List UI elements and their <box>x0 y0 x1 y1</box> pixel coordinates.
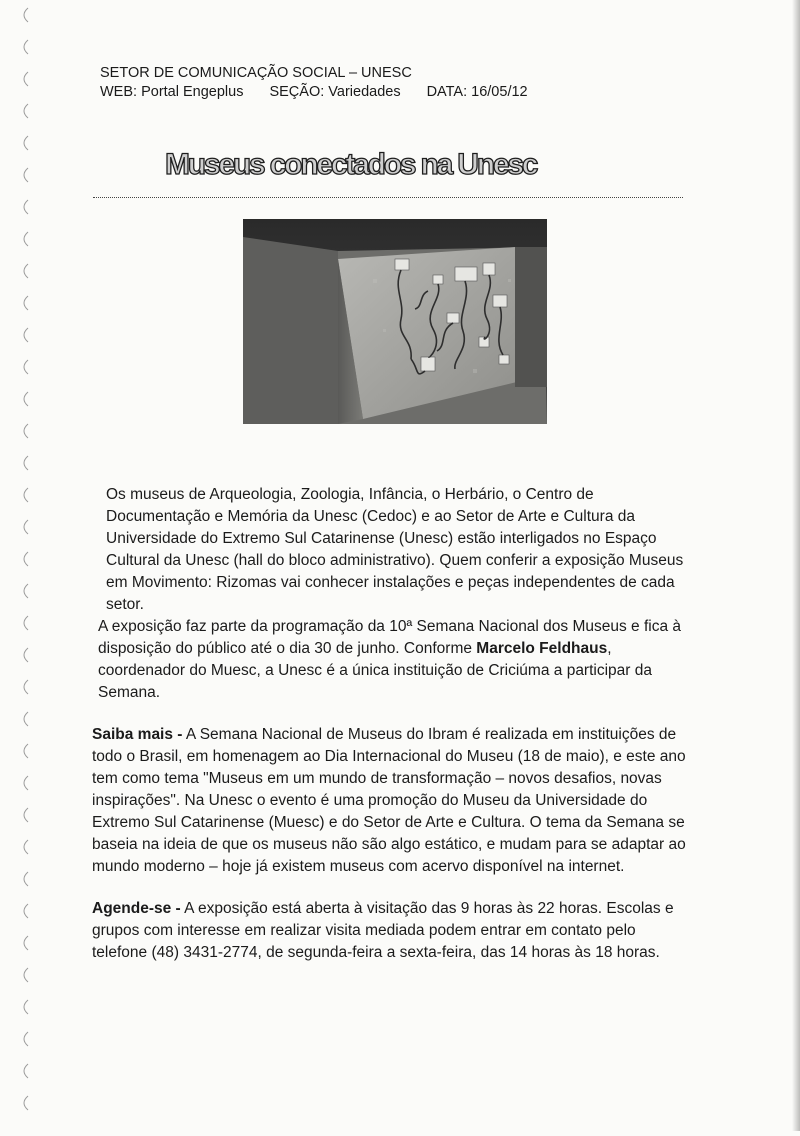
paragraph-intro: Os museus de Arqueologia, Zoologia, Infância, o Herbário, o Centro de Documentação e Memória da Unesc (Cedoc) e ao Setor de Arte e Cultura da Universidade do Extremo Sul Catarinense (Unesc) estão interligados no Espaço Cultural da Unesc (hall do bloco administrativo). Quem conferir a exposição Museus em Movimento: Rizomas vai conhecer instalações e peças independentes de cada setor. <box>106 486 684 613</box>
agende-se-label: Agende-se - <box>92 900 181 917</box>
clipping-header <box>100 64 528 102</box>
header-section: SEÇÃO: Variedades <box>269 84 401 100</box>
coordinator-name: Marcelo Feldhaus <box>476 640 608 657</box>
title-divider <box>93 197 683 198</box>
header-web: WEB: Portal Engeplus <box>100 84 244 100</box>
page-edge-shadow <box>792 0 800 1131</box>
paragraph-saiba-mais <box>92 724 692 878</box>
header-sector: SETOR DE COMUNICAÇÃO SOCIAL – UNESC <box>100 65 412 81</box>
binder-holes-icon <box>10 0 40 1131</box>
header-date: DATA: 16/05/12 <box>426 84 528 100</box>
saiba-mais-text: A Semana Nacional de Museus do Ibram é realizada em instituições de todo o Brasil, em homenagem ao Dia Internacional do Museu (18 de maio), e este ano tem como tema "Museus em um mundo de transformação – novos desafios, novas inspirações". Na Unesc o evento é uma promoção do Museu da Universidade do Extremo Sul Catarinense (Muesc) e do Setor de Arte e Cultura. O tema da Semana se baseia na ideia de que os museus não são algo estático, e mudam para se adaptar ao mundo moderno – hoje já existem museus com acervo disponível na internet. <box>92 726 686 875</box>
paragraph-program <box>92 616 692 704</box>
page-title: Museus conectados na Unesc <box>165 148 537 181</box>
title-block <box>165 148 536 182</box>
program-text-start: A exposição faz parte da programação da 10ª Semana Nacional dos Museus e fica à disposição do público até o dia 30 de junho. Conforme <box>98 618 682 657</box>
exhibition-photo <box>243 219 547 424</box>
program-text-end: , coordenador do Muesc, a Unesc é a única instituição de Criciúma a participar da Semana. <box>98 640 652 701</box>
exhibition-photo-icon <box>243 219 547 424</box>
agende-se-text: A exposição está aberta à visitação das 9 horas às 22 horas. Escolas e grupos com interesse em realizar visita mediada podem entrar em contato pelo telefone (48) 3431-2774, de segunda-feira a sexta-feira, das 14 horas às 18 horas. <box>92 900 674 961</box>
article-body <box>92 484 692 964</box>
header-meta-row <box>100 83 528 102</box>
paragraph-agende-se <box>92 898 692 964</box>
saiba-mais-label: Saiba mais - <box>92 726 183 743</box>
binder-holes <box>10 0 40 1131</box>
